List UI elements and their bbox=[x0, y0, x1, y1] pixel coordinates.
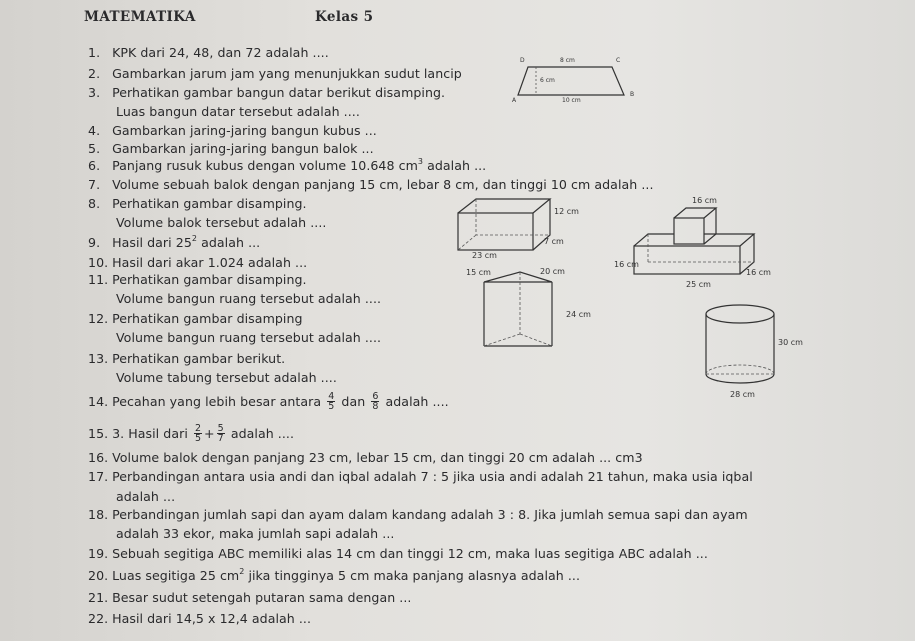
subject-title: MATEMATIKA bbox=[84, 9, 196, 25]
cuboid-length-label: 23 cm bbox=[472, 251, 497, 260]
vertex-d: D bbox=[520, 57, 525, 64]
stacked-top-label: 16 cm bbox=[692, 196, 717, 205]
question-14: 14. Pecahan yang lebih besar antara $\frac{4}{5}$ dan $\frac{6}{8}$ adalah .... bbox=[88, 391, 449, 412]
question-13: 13. Perhatikan gambar berikut. bbox=[88, 351, 286, 366]
grade-label: Kelas 5 bbox=[315, 9, 374, 25]
fraction-2-5: $\frac{2}{5}$ bbox=[194, 423, 202, 444]
prism-right-label: 20 cm bbox=[540, 267, 565, 276]
question-2: 2. Gambarkan jarum jam yang menunjukkan sudut lancip bbox=[88, 66, 462, 81]
cylinder-height-label: 30 cm bbox=[778, 338, 803, 347]
cylinder-diameter-label: 28 cm bbox=[730, 390, 755, 399]
question-22: 22. Hasil dari 14,5 x 12,4 adalah ... bbox=[88, 611, 312, 626]
question-13-sub: Volume tabung tersebut adalah .... bbox=[116, 370, 337, 385]
stacked-boxes-figure bbox=[614, 196, 774, 292]
trapezoid-height-label: 6 cm bbox=[540, 77, 555, 84]
stacked-right-label: 16 cm bbox=[746, 268, 771, 277]
trapezoid-top-label: 8 cm bbox=[560, 57, 575, 64]
stacked-left-label: 16 cm bbox=[614, 260, 639, 269]
question-16: 16. Volume balok dengan panjang 23 cm, lebar 15 cm, dan tinggi 20 cm adalah ... cm3 bbox=[88, 450, 643, 465]
question-8-sub: Volume balok tersebut adalah .... bbox=[116, 215, 327, 230]
question-12: 12. Perhatikan gambar disamping bbox=[88, 311, 303, 326]
question-19: 19. Sebuah segitiga ABC memiliki alas 14 cm dan tinggi 12 cm, maka luas segitiga ABC adalah ... bbox=[88, 546, 708, 561]
question-18: 18. Perbandingan jumlah sapi dan ayam dalam kandang adalah 3 : 8. Jika jumlah semua sapi dan ayam bbox=[88, 507, 748, 522]
question-12-sub: Volume bangun ruang tersebut adalah .... bbox=[116, 330, 382, 345]
triangular-prism-figure bbox=[462, 262, 612, 358]
vertex-c: C bbox=[616, 57, 621, 64]
question-7: 7. Volume sebuah balok dengan panjang 15 cm, lebar 8 cm, dan tinggi 10 cm adalah ... bbox=[88, 177, 654, 192]
question-17-sub: adalah ... bbox=[116, 489, 176, 504]
cuboid-height-label: 12 cm bbox=[554, 207, 579, 216]
question-11-sub: Volume bangun ruang tersebut adalah .... bbox=[116, 291, 382, 306]
question-6: 6. Panjang rusuk kubus dengan volume 10.648 $cm^3$ adalah ... bbox=[88, 157, 487, 173]
fraction-6-8: $\frac{6}{8}$ bbox=[372, 391, 379, 412]
trapezoid-base-label: 10 cm bbox=[562, 97, 581, 104]
question-3: 3. Perhatikan gambar bangun datar berikut disamping. bbox=[88, 85, 446, 100]
question-18-sub: adalah 33 ekor, maka jumlah sapi adalah ... bbox=[116, 526, 395, 541]
fraction-4-5: $\frac{4}{5}$ bbox=[328, 391, 335, 412]
vertex-a: A bbox=[512, 97, 517, 104]
vertex-b: B bbox=[630, 91, 635, 98]
question-5: 5. Gambarkan jaring-jaring bangun balok ... bbox=[88, 141, 374, 156]
question-15: 15. 3. Hasil dari $\frac{2}{5}$ + $\frac{5}{7}$ adalah .... bbox=[88, 423, 295, 444]
fraction-5-7: $\frac{5}{7}$ bbox=[217, 423, 224, 444]
stacked-base-label: 25 cm bbox=[686, 280, 711, 289]
question-4: 4. Gambarkan jaring-jaring bangun kubus ... bbox=[88, 123, 377, 138]
question-10: 10. Hasil dari akar 1.024 adalah ... bbox=[88, 255, 308, 270]
prism-left-label: 15 cm bbox=[466, 268, 491, 277]
cuboid-width-label: 7 cm bbox=[544, 237, 564, 246]
cuboid-figure bbox=[446, 193, 579, 263]
prism-height-label: 24 cm bbox=[566, 310, 591, 319]
trapezoid-figure bbox=[512, 55, 640, 107]
question-11: 11. Perhatikan gambar disamping. bbox=[88, 272, 307, 287]
question-21: 21. Besar sudut setengah putaran sama dengan ... bbox=[88, 590, 412, 605]
cylinder-figure bbox=[700, 300, 810, 404]
question-3-sub: Luas bangun datar tersebut adalah .... bbox=[116, 104, 360, 119]
question-17: 17. Perbandingan antara usia andi dan iqbal adalah 7 : 5 jika usia andi adalah 21 tahun, maka usia iqbal bbox=[88, 469, 753, 484]
question-1: 1. KPK dari 24, 48, dan 72 adalah .... bbox=[88, 45, 329, 60]
question-8: 8. Perhatikan gambar disamping. bbox=[88, 196, 307, 211]
question-20: 20. Luas segitiga 25 $cm^2$ jika tingginya 5 cm maka panjang alasnya adalah ... bbox=[88, 567, 581, 583]
question-9: 9. Hasil dari $25^2$ adalah ... bbox=[88, 234, 261, 250]
